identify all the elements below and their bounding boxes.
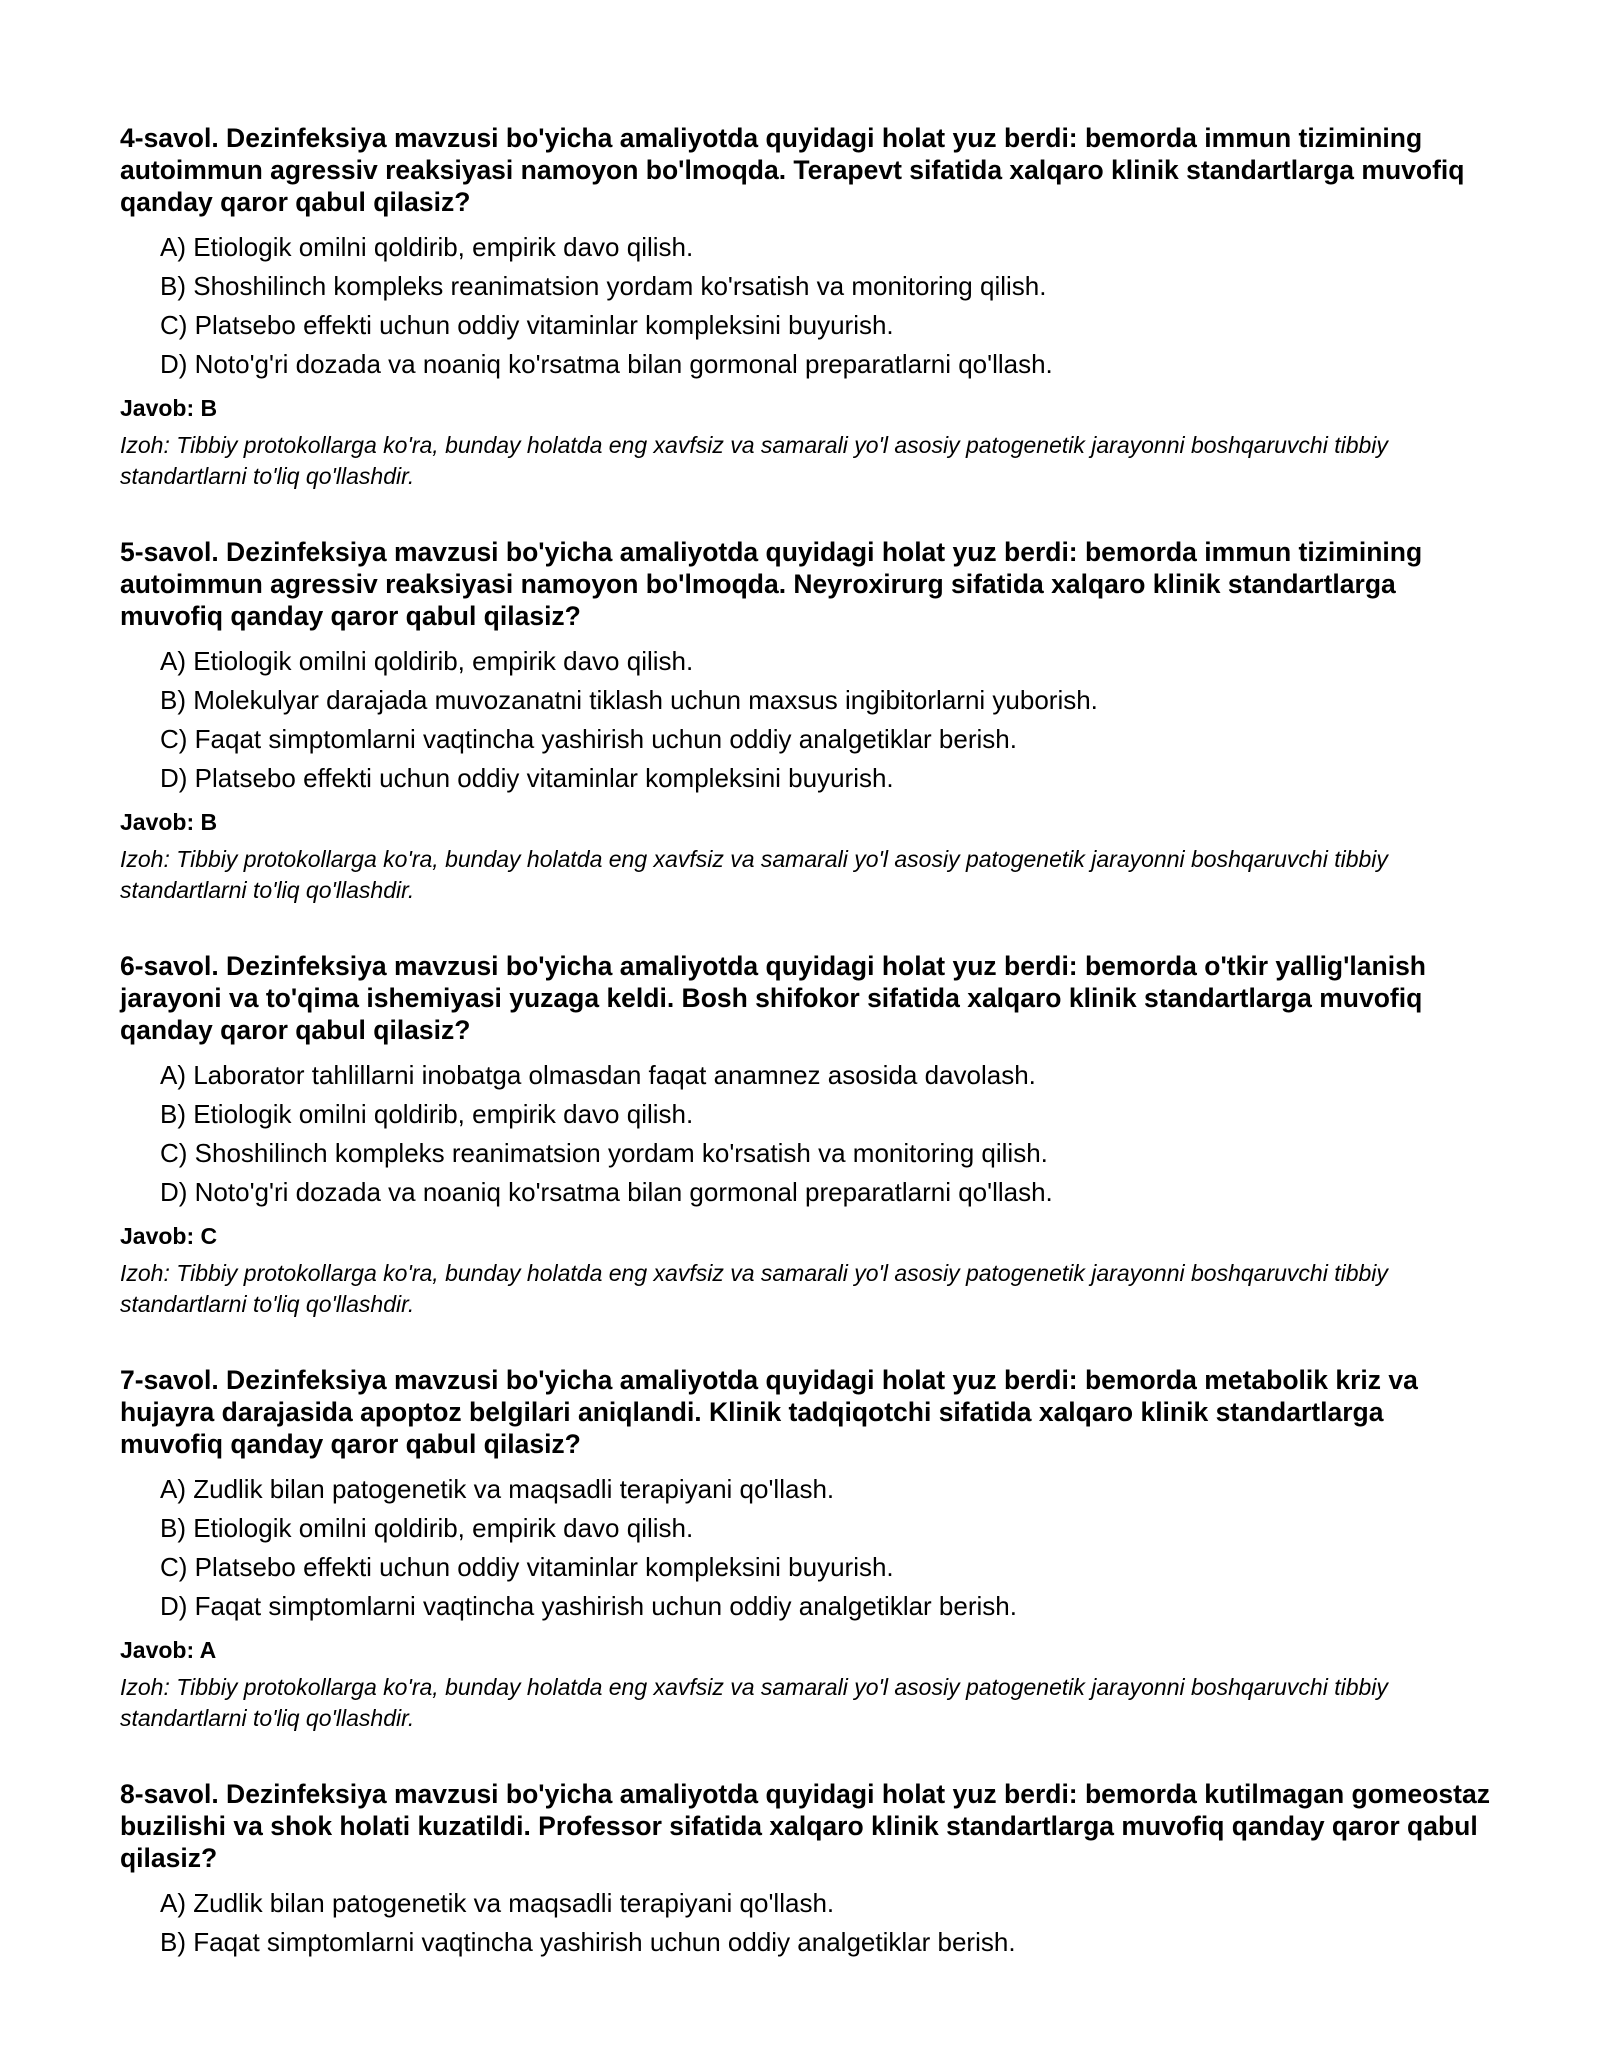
option-b: B) Etiologik omilni qoldirib, empirik davo qilish. — [160, 1513, 694, 1543]
explanation-note: Izoh: Tibbiy protokollarga ko'ra, bunday holatda eng xavfsiz va samarali yo'l asosiy patogenetik jarayonni boshqaruvchi tibbiy standartlarni to'liq qo'llashdir. — [120, 1260, 1388, 1317]
question-text: 8-savol. Dezinfeksiya mavzusi bo'yicha amaliyotda quyidagi holat yuz berdi: bemorda kutilmagan gomeostaz buzilishi va shok holati kuzatildi. Professor sifatida xalqaro klinik standartlarga muvofiq qanday qaror qabul qilasiz? — [120, 1779, 1490, 1873]
option-a: A) Zudlik bilan patogenetik va maqsadli terapiyani qo'llash. — [160, 1888, 835, 1918]
option-b: B) Faqat simptomlarni vaqtincha yashirish uchun oddiy analgetiklar berish. — [160, 1927, 1016, 1957]
option-b: B) Etiologik omilni qoldirib, empirik davo qilish. — [160, 1099, 694, 1129]
options-list — [120, 642, 1490, 798]
option-d: D) Platsebo effekti uchun oddiy vitaminlar kompleksini buyurish. — [160, 763, 894, 793]
option-b: B) Shoshilinch kompleks reanimatsion yordam ko'rsatish va monitoring qilish. — [160, 271, 1047, 301]
answer-label: Javob: C — [120, 1223, 218, 1249]
question-text: 7-savol. Dezinfeksiya mavzusi bo'yicha amaliyotda quyidagi holat yuz berdi: bemorda metabolik kriz va hujayra darajasida apoptoz belgilari aniqlandi. Klinik tadqiqotchi sifatida xalqaro klinik standartlarga muvofiq qanday qaror qabul qilasiz? — [120, 1365, 1418, 1459]
option-c: C) Platsebo effekti uchun oddiy vitaminlar kompleksini buyurish. — [160, 1552, 894, 1582]
answer-label: Javob: B — [120, 395, 218, 421]
question-block — [120, 1364, 1490, 1734]
explanation-note: Izoh: Tibbiy protokollarga ko'ra, bunday holatda eng xavfsiz va samarali yo'l asosiy patogenetik jarayonni boshqaruvchi tibbiy standartlarni to'liq qo'llashdir. — [120, 846, 1388, 903]
options-list — [120, 228, 1490, 384]
option-d: D) Noto'g'ri dozada va noaniq ko'rsatma bilan gormonal preparatlarni qo'llash. — [160, 1177, 1053, 1207]
explanation-note: Izoh: Tibbiy protokollarga ko'ra, bunday holatda eng xavfsiz va samarali yo'l asosiy patogenetik jarayonni boshqaruvchi tibbiy standartlarni to'liq qo'llashdir. — [120, 432, 1388, 489]
option-b: B) Molekulyar darajada muvozanatni tiklash uchun maxsus ingibitorlarni yuborish. — [160, 685, 1098, 715]
option-d: D) Faqat simptomlarni vaqtincha yashirish uchun oddiy analgetiklar berish. — [160, 1591, 1017, 1621]
answer-label: Javob: B — [120, 809, 218, 835]
options-list — [120, 1884, 1490, 1962]
question-block — [120, 122, 1490, 492]
question-block — [120, 1778, 1490, 1962]
question-text: 5-savol. Dezinfeksiya mavzusi bo'yicha amaliyotda quyidagi holat yuz berdi: bemorda immun tizimining autoimmun agressiv reaksiyasi namoyon bo'lmoqda. Neyroxirurg sifatida xalqaro klinik standartlarga muvofiq qanday qaror qabul qilasiz? — [120, 537, 1423, 631]
document-page — [120, 122, 1490, 2006]
option-a: A) Etiologik omilni qoldirib, empirik davo qilish. — [160, 232, 694, 262]
question-text: 4-savol. Dezinfeksiya mavzusi bo'yicha amaliyotda quyidagi holat yuz berdi: bemorda immun tizimining autoimmun agressiv reaksiyasi namoyon bo'lmoqda. Terapevt sifatida xalqaro klinik standartlarga muvofiq qanday qaror qabul qilasiz? — [120, 123, 1465, 217]
option-c: C) Platsebo effekti uchun oddiy vitaminlar kompleksini buyurish. — [160, 310, 894, 340]
answer-label: Javob: A — [120, 1637, 217, 1663]
question-block — [120, 950, 1490, 1320]
options-list — [120, 1056, 1490, 1212]
option-a: A) Laborator tahlillarni inobatga olmasdan faqat anamnez asosida davolash. — [160, 1060, 1036, 1090]
explanation-note: Izoh: Tibbiy protokollarga ko'ra, bunday holatda eng xavfsiz va samarali yo'l asosiy patogenetik jarayonni boshqaruvchi tibbiy standartlarni to'liq qo'llashdir. — [120, 1674, 1388, 1731]
option-a: A) Etiologik omilni qoldirib, empirik davo qilish. — [160, 646, 694, 676]
question-block — [120, 536, 1490, 906]
option-a: A) Zudlik bilan patogenetik va maqsadli terapiyani qo'llash. — [160, 1474, 835, 1504]
option-c: C) Shoshilinch kompleks reanimatsion yordam ko'rsatish va monitoring qilish. — [160, 1138, 1048, 1168]
option-c: C) Faqat simptomlarni vaqtincha yashirish uchun oddiy analgetiklar berish. — [160, 724, 1017, 754]
question-text: 6-savol. Dezinfeksiya mavzusi bo'yicha amaliyotda quyidagi holat yuz berdi: bemorda o'tkir yallig'lanish jarayoni va to'qima ishemiyasi yuzaga keldi. Bosh shifokor sifatida xalqaro klinik standartlarga muvofiq qanday qaror qabul qilasiz? — [120, 951, 1426, 1045]
options-list — [120, 1470, 1490, 1626]
option-d: D) Noto'g'ri dozada va noaniq ko'rsatma bilan gormonal preparatlarni qo'llash. — [160, 349, 1053, 379]
